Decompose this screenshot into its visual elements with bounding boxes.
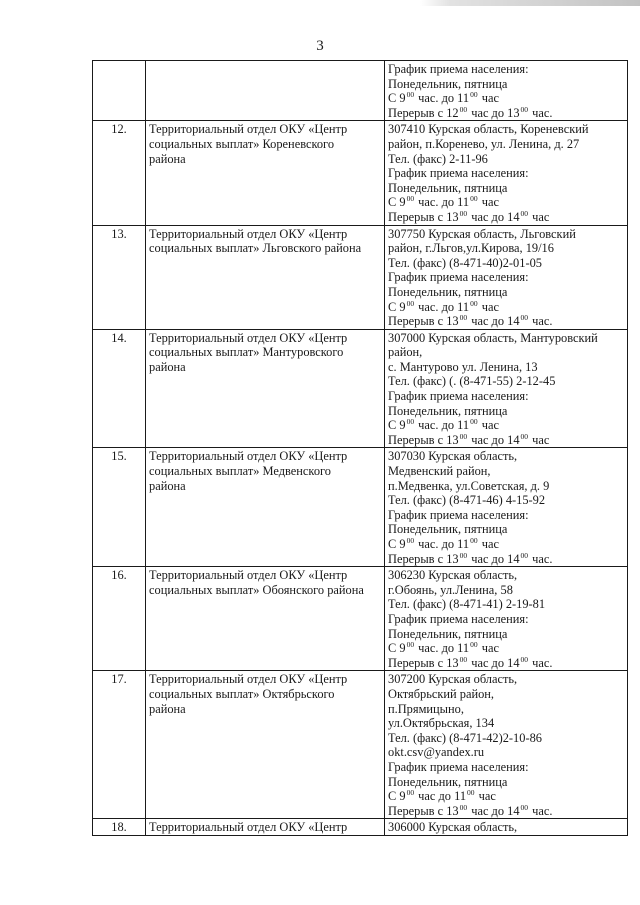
address-line [388, 256, 624, 271]
address-line [388, 745, 624, 760]
table-row [93, 448, 628, 567]
address-text: С 9 [388, 299, 406, 314]
address-text: Тел. (факс) 2-11-96 [388, 151, 488, 166]
address-text: ул.Октябрьская, 134 [388, 716, 495, 731]
address-line [388, 789, 624, 804]
department-name [146, 61, 385, 121]
department-name-line: района [149, 359, 186, 374]
address-text: час до 14 [468, 432, 520, 447]
address-text: 307200 Курская область, [388, 672, 518, 687]
address-text: С 9 [388, 418, 406, 433]
address-line [388, 389, 624, 404]
address-line [388, 656, 624, 671]
address-text: час. до 11 [415, 299, 470, 314]
address-text: час до 11 [415, 789, 467, 804]
address-text: час. [529, 803, 553, 818]
address-line [388, 106, 624, 121]
superscript-minutes: 00 [459, 431, 468, 441]
address-line [388, 418, 624, 433]
address-text: С 9 [388, 789, 406, 804]
superscript-minutes: 00 [406, 90, 415, 100]
table-row [93, 225, 628, 329]
superscript-minutes: 00 [406, 536, 415, 545]
department-name [146, 671, 385, 819]
address-line [388, 300, 624, 315]
address-text: час. до 11 [415, 195, 470, 210]
address-text: Понедельник, пятница [388, 774, 508, 789]
address-text: час. до 11 [415, 537, 470, 551]
address-text: час [529, 209, 550, 224]
address-line [388, 597, 624, 612]
department-name-line: социальных выплат» Мантуровского [149, 345, 344, 360]
address-text: Понедельник, пятница [388, 284, 508, 299]
department-name [146, 448, 385, 567]
address-and-schedule [385, 448, 628, 567]
address-text: с. Мантурово ул. Ленина, 13 [388, 359, 538, 374]
address-and-schedule [385, 225, 628, 329]
superscript-minutes: 00 [520, 802, 529, 812]
address-line [388, 195, 624, 210]
address-line [388, 687, 624, 702]
departments-table [92, 60, 628, 836]
address-text: час. [529, 314, 553, 329]
address-text: час. [529, 551, 553, 566]
department-name [146, 329, 385, 448]
address-and-schedule [385, 819, 628, 836]
address-line [388, 122, 624, 137]
address-and-schedule [385, 121, 628, 225]
address-text: Медвенский район, [388, 464, 491, 479]
address-text: час. до 11 [415, 91, 470, 106]
address-text: График приема населения: [388, 611, 529, 626]
superscript-minutes: 00 [520, 313, 529, 323]
table-row [93, 121, 628, 225]
address-line [388, 270, 624, 285]
superscript-minutes: 00 [470, 298, 478, 308]
address-text: Понедельник, пятница [388, 626, 508, 641]
address-line [388, 537, 624, 552]
address-line [388, 731, 624, 746]
address-text: час [478, 91, 499, 106]
address-text: С 9 [388, 195, 406, 210]
address-text: Перерыв с 13 [388, 209, 459, 224]
address-text: п.Прямицыно, [388, 701, 464, 716]
superscript-minutes: 00 [459, 313, 468, 323]
address-line [388, 522, 624, 537]
department-name-line: социальных выплат» Медвенского [149, 464, 331, 479]
address-text: Перерыв с 13 [388, 314, 459, 329]
address-text: час до 14 [468, 209, 520, 224]
address-text: С 9 [388, 641, 406, 656]
address-line [388, 760, 624, 775]
address-line [388, 166, 624, 181]
address-text: 307410 Курская область, Кореневский [388, 122, 589, 137]
address-line [388, 152, 624, 167]
address-text: График приема населения: [388, 759, 529, 774]
address-text: Перерыв с 13 [388, 551, 459, 566]
address-text: Перерыв с 13 [388, 803, 459, 818]
table-row [93, 819, 628, 836]
address-line [388, 804, 624, 819]
superscript-minutes: 00 [459, 104, 468, 114]
address-text: час [478, 641, 499, 656]
superscript-minutes: 00 [406, 788, 415, 798]
address-line [388, 374, 624, 389]
address-and-schedule [385, 671, 628, 819]
row-number [93, 61, 146, 121]
address-text: Тел. (факс) (. (8-471-55) 2-12-45 [388, 374, 556, 389]
address-text: час до 14 [468, 655, 520, 670]
address-text: час. [529, 655, 553, 670]
address-line [388, 360, 624, 375]
table-row [93, 61, 628, 121]
address-text: час [478, 195, 499, 210]
address-line [388, 404, 624, 419]
department-name-line: социальных выплат» Октябрьского [149, 686, 335, 701]
table-row [93, 567, 628, 671]
table-row [93, 329, 628, 448]
address-text: час. [529, 105, 553, 120]
address-text: 306230 Курская область, [388, 568, 518, 583]
address-line [388, 627, 624, 642]
department-name-line: Территориальный отдел ОКУ «Центр [149, 568, 348, 583]
department-name-line: района [149, 151, 186, 166]
address-text: 307750 Курская область, Льговский [388, 226, 576, 241]
department-name [146, 121, 385, 225]
address-line [388, 345, 624, 360]
address-text: час до 14 [468, 551, 520, 566]
address-line [388, 716, 624, 731]
address-text: район, г.Льгов,ул.Кирова, 19/16 [388, 241, 554, 256]
table-body [93, 61, 628, 836]
row-number: 13. [93, 225, 146, 329]
department-name-line: Территориальный отдел ОКУ «Центр [149, 226, 348, 241]
department-name-line: Территориальный отдел ОКУ «Центр [149, 820, 348, 835]
address-text: График приема населения: [388, 62, 529, 76]
address-text: Понедельник, пятница [388, 180, 508, 195]
superscript-minutes: 00 [470, 536, 478, 545]
department-name-line: Территориальный отдел ОКУ «Центр [149, 122, 348, 137]
superscript-minutes: 00 [467, 788, 475, 798]
address-line [388, 583, 624, 598]
address-text: г.Обоянь, ул.Ленина, 58 [388, 582, 513, 597]
table-row [93, 671, 628, 819]
address-text: час до 14 [468, 314, 520, 329]
address-text: Тел. (факс) (8-471-46) 4-15-92 [388, 493, 546, 508]
department-name-line: Территориальный отдел ОКУ «Центр [149, 672, 348, 687]
row-number: 17. [93, 671, 146, 819]
address-text: График приема населения: [388, 507, 529, 522]
superscript-minutes: 00 [520, 654, 529, 664]
address-line [388, 181, 624, 196]
superscript-minutes: 00 [406, 194, 415, 204]
department-name [146, 819, 385, 836]
department-name-line: социальных выплат» Льговского района [149, 241, 362, 256]
address-text: Перерыв с 12 [388, 105, 459, 120]
address-text: п.Медвенка, ул.Советская, д. 9 [388, 478, 550, 493]
row-number: 15. [93, 448, 146, 567]
address-text: График приема населения: [388, 389, 529, 404]
address-line [388, 227, 624, 242]
address-line [388, 210, 624, 225]
address-text: График приема населения: [388, 166, 529, 181]
address-text: Тел. (факс) (8-471-41) 2-19-81 [388, 597, 546, 612]
address-text: час [478, 299, 499, 314]
address-text: Понедельник, пятница [388, 403, 508, 418]
row-number: 16. [93, 567, 146, 671]
address-line [388, 568, 624, 583]
address-text: С 9 [388, 537, 406, 551]
address-line [388, 479, 624, 494]
address-text: час до 13 [468, 105, 520, 120]
address-text: час [478, 418, 499, 433]
scan-edge [0, 0, 640, 6]
department-name-line: Территориальный отдел ОКУ «Центр [149, 449, 348, 464]
address-line [388, 493, 624, 508]
superscript-minutes: 00 [459, 550, 468, 560]
address-text: Тел. (факс) (8-471-42)2-10-86 [388, 730, 542, 745]
superscript-minutes: 00 [459, 654, 468, 664]
address-and-schedule [385, 567, 628, 671]
superscript-minutes: 00 [520, 550, 529, 560]
row-number: 12. [93, 121, 146, 225]
address-text: район, [388, 345, 423, 360]
address-line [388, 775, 624, 790]
department-name-line: социальных выплат» Кореневского [149, 136, 335, 151]
superscript-minutes: 00 [470, 417, 478, 427]
address-and-schedule [385, 329, 628, 448]
address-text: 307000 Курская область, Мантуровский [388, 330, 598, 345]
address-line [388, 77, 624, 92]
department-name-line: социальных выплат» Обоянского района [149, 582, 364, 597]
superscript-minutes: 00 [406, 640, 415, 650]
address-line [388, 241, 624, 256]
address-line [388, 641, 624, 656]
address-text: район, п.Коренево, ул. Ленина, д. 27 [388, 136, 580, 151]
address-line [388, 464, 624, 479]
address-text: okt.csv@yandex.ru [388, 745, 485, 760]
address-text: Тел. (факс) (8-471-40)2-01-05 [388, 255, 542, 270]
superscript-minutes: 00 [470, 640, 478, 650]
department-name [146, 567, 385, 671]
address-line [388, 62, 624, 77]
address-text: час. до 11 [415, 418, 470, 433]
address-line [388, 285, 624, 300]
superscript-minutes: 00 [470, 90, 478, 100]
superscript-minutes: 00 [470, 194, 478, 204]
address-line [388, 820, 624, 835]
department-name-line: района [149, 478, 186, 493]
address-line [388, 314, 624, 329]
address-text: Перерыв с 13 [388, 432, 459, 447]
row-number: 14. [93, 329, 146, 448]
address-line [388, 137, 624, 152]
address-line [388, 508, 624, 523]
superscript-minutes: 00 [520, 431, 529, 441]
department-name-line: Территориальный отдел ОКУ «Центр [149, 330, 348, 345]
superscript-minutes: 00 [406, 417, 415, 427]
address-text: час [475, 789, 496, 804]
superscript-minutes: 00 [520, 208, 529, 218]
address-text: 307030 Курская область, [388, 449, 518, 464]
address-text: Понедельник, пятница [388, 76, 508, 91]
address-line [388, 672, 624, 687]
address-text: 306000 Курская область, [388, 820, 518, 835]
address-line [388, 449, 624, 464]
department-name [146, 225, 385, 329]
address-text: Понедельник, пятница [388, 522, 508, 537]
department-name-line: района [149, 701, 186, 716]
address-line [388, 331, 624, 346]
superscript-minutes: 00 [459, 802, 468, 812]
address-line [388, 552, 624, 567]
address-text: час до 14 [468, 803, 520, 818]
address-and-schedule [385, 61, 628, 121]
address-text: С 9 [388, 91, 406, 106]
address-line [388, 612, 624, 627]
address-text: Октябрьский район, [388, 686, 495, 701]
superscript-minutes: 00 [406, 298, 415, 308]
page-number: 3 [316, 38, 324, 54]
address-line [388, 91, 624, 106]
address-line [388, 433, 624, 448]
address-line [388, 702, 624, 717]
superscript-minutes: 00 [520, 104, 529, 114]
address-text: час. до 11 [415, 641, 470, 656]
address-text: График приема населения: [388, 270, 529, 285]
superscript-minutes: 00 [459, 208, 468, 218]
address-text: час [529, 432, 550, 447]
address-text: Перерыв с 13 [388, 655, 459, 670]
address-text: час [478, 537, 499, 551]
row-number: 18. [93, 819, 146, 836]
